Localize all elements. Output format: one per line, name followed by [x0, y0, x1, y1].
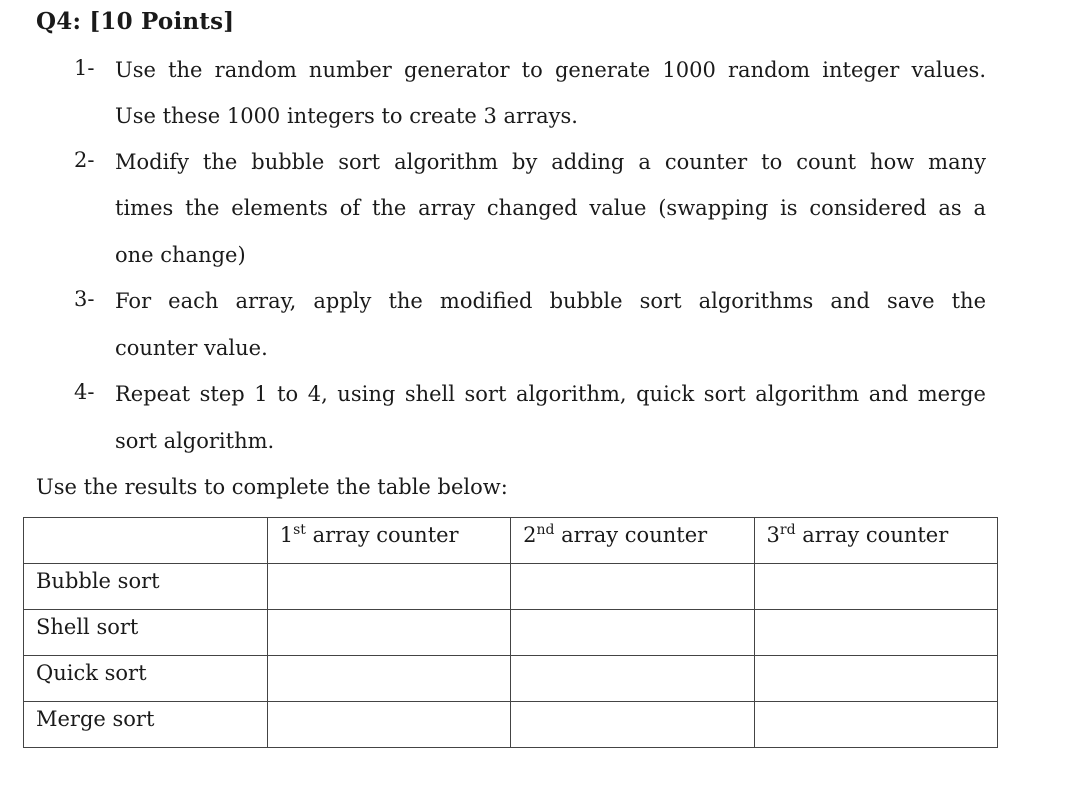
step-number: 3-: [74, 287, 95, 311]
table-cell: [754, 702, 997, 748]
step-line: Use these 1000 integers to create 3 arrays.: [115, 104, 578, 128]
step-line: For each array, apply the modified bubble sort algorithms and save the: [115, 289, 986, 313]
results-table: [23, 517, 998, 748]
question-title: Q4: [10 Points]: [36, 8, 235, 35]
table-cell: [754, 656, 997, 702]
table-cell: [511, 702, 754, 748]
table-cell: [267, 564, 510, 610]
table-cell: [754, 564, 997, 610]
header-cell-1st-array: 1st array counter: [267, 518, 510, 564]
row-label: Bubble sort: [24, 564, 268, 610]
table-cell: [267, 656, 510, 702]
table-row: [24, 564, 998, 610]
table-header-row: [24, 518, 998, 564]
table-cell: [511, 564, 754, 610]
step-number: 4-: [74, 380, 95, 404]
header-cell-empty: [24, 518, 268, 564]
step-line: times the elements of the array changed value (swapping is considered as a: [115, 196, 986, 220]
row-label: Quick sort: [24, 656, 268, 702]
step-line: one change): [115, 243, 246, 267]
table-cell: [267, 702, 510, 748]
table-row: [24, 610, 998, 656]
table-row: [24, 656, 998, 702]
table-cell: [511, 610, 754, 656]
step-line: counter value.: [115, 336, 268, 360]
step-line: sort algorithm.: [115, 429, 275, 453]
table-cell: [267, 610, 510, 656]
table-intro: Use the results to complete the table below:: [36, 475, 508, 499]
step-line: Use the random number generator to generate 1000 random integer values.: [115, 58, 986, 82]
row-label: Shell sort: [24, 610, 268, 656]
row-label: Merge sort: [24, 702, 268, 748]
step-line: Modify the bubble sort algorithm by adding a counter to count how many: [115, 150, 986, 174]
header-cell-2nd-array: 2nd array counter: [511, 518, 754, 564]
step-line: Repeat step 1 to 4, using shell sort algorithm, quick sort algorithm and merge: [115, 382, 986, 406]
table-cell: [511, 656, 754, 702]
step-number: 1-: [74, 56, 95, 80]
table-cell: [754, 610, 997, 656]
table-row: [24, 702, 998, 748]
step-number: 2-: [74, 148, 95, 172]
header-cell-3rd-array: 3rd array counter: [754, 518, 997, 564]
